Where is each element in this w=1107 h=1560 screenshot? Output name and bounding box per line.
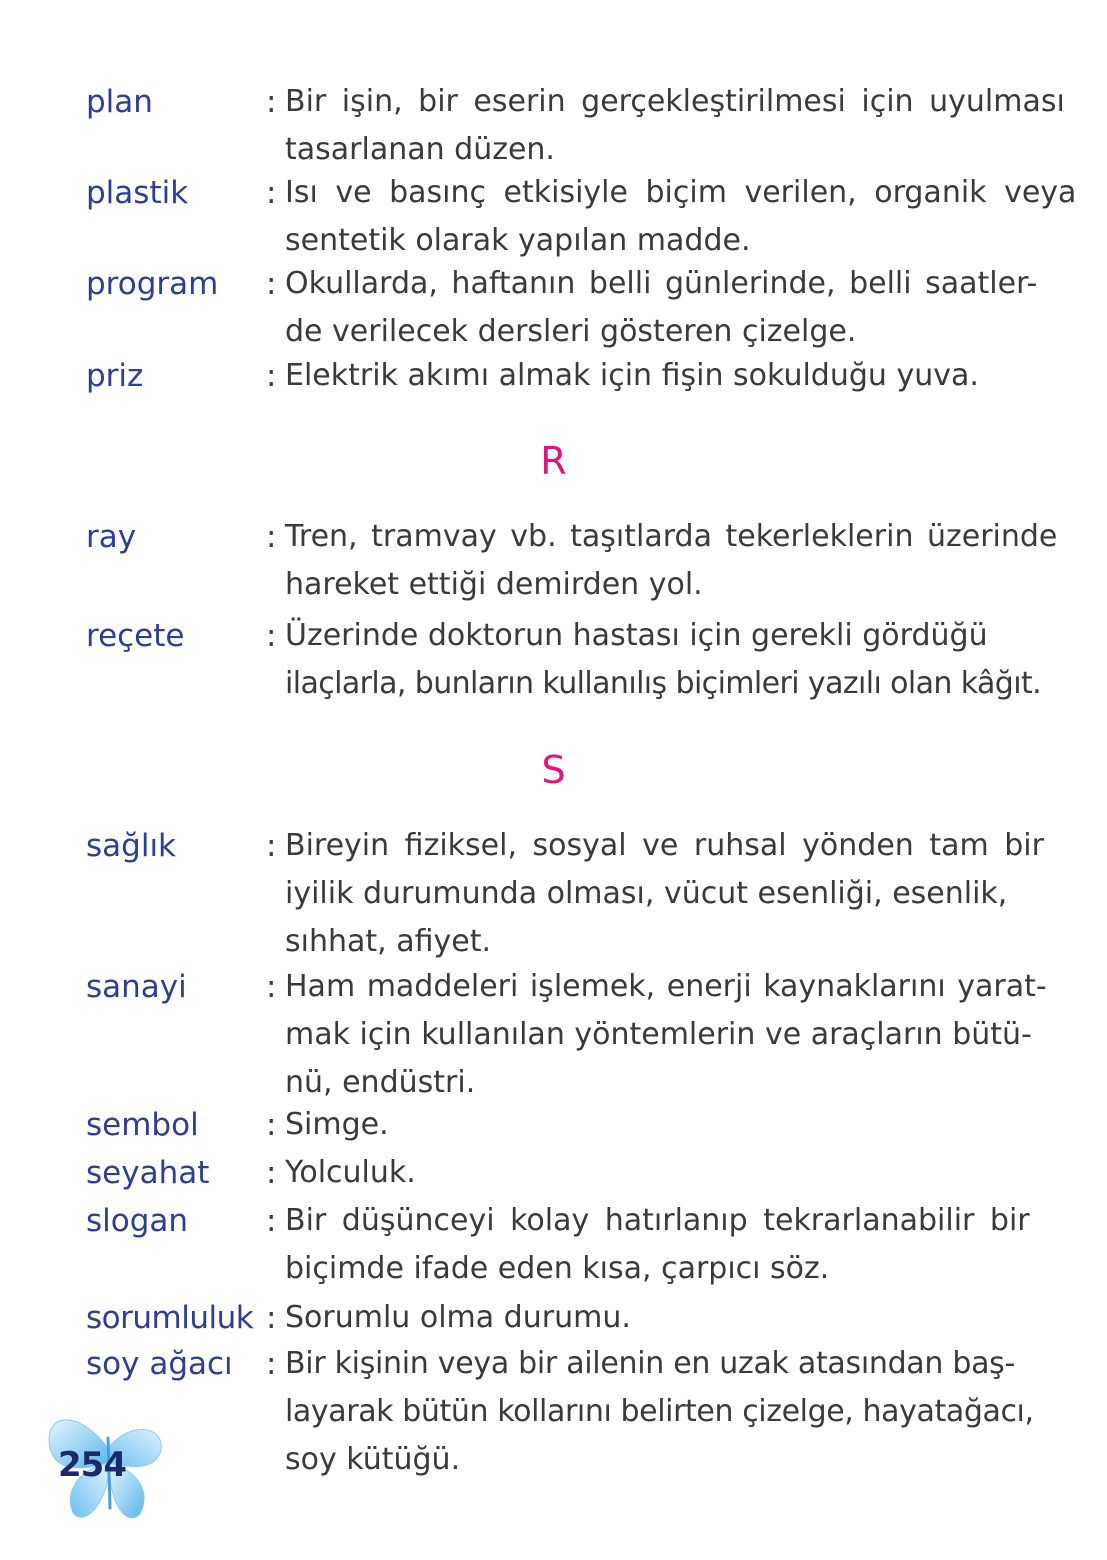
definition-line: Bir işin, bir eserin gerçekleştirilmesi için uyulması bbox=[285, 84, 1065, 119]
entry-definition bbox=[285, 612, 1042, 708]
entry-definition bbox=[285, 1294, 1030, 1342]
entry-definition bbox=[285, 1101, 1030, 1149]
definition-line: Bireyin fiziksel, sosyal ve ruhsal yönden tam bir bbox=[285, 828, 1044, 863]
definition-line: Ham maddeleri işlemek, enerji kaynaklarını yarat- bbox=[285, 969, 1047, 1004]
definition-line: tasarlanan düzen. bbox=[285, 132, 555, 167]
entry-colon: : bbox=[266, 84, 277, 120]
section-letter-s: S bbox=[541, 748, 566, 792]
definition-line: Yolculuk. bbox=[285, 1155, 416, 1190]
entry-colon: : bbox=[266, 519, 277, 555]
entry-definition bbox=[285, 260, 1038, 356]
page-number: 254 bbox=[58, 1445, 126, 1485]
entry-definition bbox=[285, 1197, 1030, 1293]
entry-definition bbox=[285, 352, 1030, 400]
entry-colon: : bbox=[266, 1346, 277, 1382]
entry-colon: : bbox=[266, 1203, 277, 1239]
definition-line: ilaçlarla, bunların kullanılış biçimleri yazılı olan kâğıt. bbox=[285, 666, 1042, 701]
entry-term: sembol bbox=[86, 1107, 199, 1143]
entry-colon: : bbox=[266, 828, 277, 864]
definition-line: Bir düşünceyi kolay hatırlanıp tekrarlanabilir bir bbox=[285, 1203, 1030, 1238]
definition-line: layarak bütün kollarını belirten çizelge, hayatağacı, bbox=[285, 1394, 1034, 1429]
definition-line: biçimde ifade eden kısa, çarpıcı söz. bbox=[285, 1251, 830, 1286]
entry-term: reçete bbox=[86, 618, 185, 654]
entry-colon: : bbox=[266, 175, 277, 211]
definition-line: hareket ettiği demirden yol. bbox=[285, 567, 703, 602]
definition-line: mak için kullanılan yöntemlerin ve araçların bütü- bbox=[285, 1017, 1032, 1052]
definition-line: Okullarda, haftanın belli günlerinde, belli saatler- bbox=[285, 266, 1038, 301]
entry-term: plan bbox=[86, 84, 153, 120]
entry-definition bbox=[285, 1340, 1034, 1484]
entry-definition bbox=[285, 822, 1044, 966]
entry-definition bbox=[285, 513, 1058, 609]
entry-colon: : bbox=[266, 1300, 277, 1336]
definition-line: Sorumlu olma durumu. bbox=[285, 1300, 631, 1335]
entry-colon: : bbox=[266, 969, 277, 1005]
definition-line: Isı ve basınç etkisiyle biçim verilen, organik veya bbox=[285, 175, 1077, 210]
definition-line: de verilecek dersleri gösteren çizelge. bbox=[285, 314, 857, 349]
definition-line: soy kütüğü. bbox=[285, 1442, 461, 1477]
entry-definition bbox=[285, 78, 1065, 174]
definition-line: sıhhat, afiyet. bbox=[285, 924, 492, 959]
definition-line: nü, endüstri. bbox=[285, 1065, 476, 1100]
entry-term: plastik bbox=[86, 175, 189, 211]
entry-definition bbox=[285, 963, 1047, 1107]
definition-line: sentetik olarak yapılan madde. bbox=[285, 223, 751, 258]
entry-term: sağlık bbox=[86, 828, 177, 864]
entry-term: sanayi bbox=[86, 969, 187, 1005]
entry-colon: : bbox=[266, 618, 277, 654]
entry-term: program bbox=[86, 266, 219, 302]
definition-line: Üzerinde doktorun hastası için gerekli gördüğü bbox=[285, 618, 988, 653]
entry-term: soy ağacı bbox=[86, 1346, 233, 1382]
entry-colon: : bbox=[266, 266, 277, 302]
entry-term: slogan bbox=[86, 1203, 189, 1239]
entry-colon: : bbox=[266, 1155, 277, 1191]
definition-line: Tren, tramvay vb. taşıtlarda tekerleklerin üzerinde bbox=[285, 519, 1058, 554]
definition-line: iyilik durumunda olması, vücut esenliği, esenlik, bbox=[285, 876, 1008, 911]
definition-line: Elektrik akımı almak için fişin sokulduğu yuva. bbox=[285, 358, 979, 393]
definition-line: Bir kişinin veya bir ailenin en uzak atasından baş- bbox=[285, 1346, 1016, 1381]
section-letter-r: R bbox=[540, 439, 567, 483]
entry-term: seyahat bbox=[86, 1155, 210, 1191]
entry-colon: : bbox=[266, 358, 277, 394]
entry-term: ray bbox=[86, 519, 137, 555]
entry-definition bbox=[285, 169, 1077, 265]
definition-line: Simge. bbox=[285, 1107, 389, 1142]
entry-colon: : bbox=[266, 1107, 277, 1143]
entry-term: priz bbox=[86, 358, 144, 394]
entry-definition bbox=[285, 1149, 1030, 1197]
entry-term: sorumluluk bbox=[86, 1300, 254, 1336]
